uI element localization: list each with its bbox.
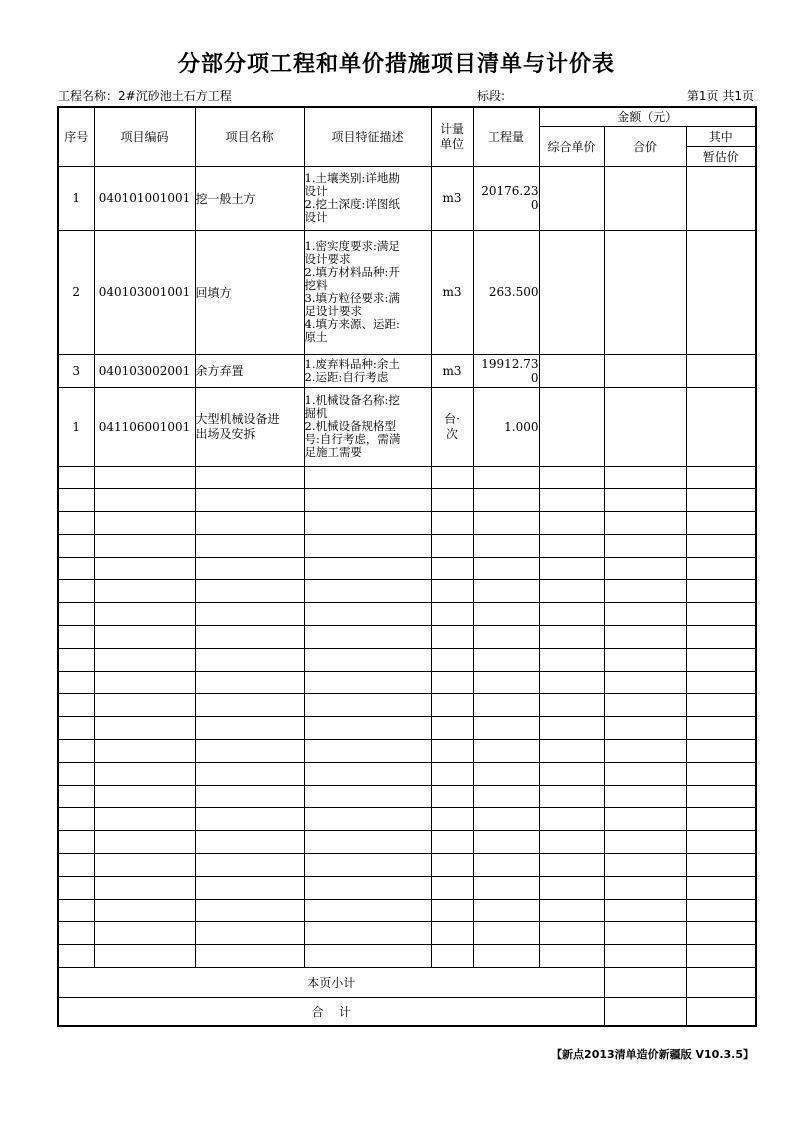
grand-total	[604, 998, 686, 1026]
grand-provisional	[686, 998, 756, 1026]
empty-cell	[473, 831, 539, 854]
empty-cell	[686, 762, 756, 785]
row-qty: 20176.23 0	[473, 166, 539, 230]
empty-cell	[604, 740, 686, 763]
empty-cell	[473, 876, 539, 899]
row-unit-price	[539, 230, 604, 354]
empty-cell	[431, 626, 473, 649]
subtotal-row	[58, 968, 756, 998]
empty-cell	[94, 762, 195, 785]
empty-table-row	[58, 876, 756, 899]
empty-cell	[431, 740, 473, 763]
empty-cell	[195, 899, 304, 922]
empty-cell	[604, 489, 686, 512]
empty-cell	[94, 580, 195, 603]
empty-cell	[473, 512, 539, 535]
empty-cell	[539, 512, 604, 535]
empty-cell	[195, 831, 304, 854]
empty-cell	[94, 626, 195, 649]
empty-cell	[58, 854, 94, 877]
empty-cell	[304, 762, 431, 785]
row-unit: 台· 次	[431, 387, 473, 466]
empty-cell	[604, 945, 686, 968]
empty-cell	[58, 671, 94, 694]
empty-cell	[431, 580, 473, 603]
empty-cell	[195, 603, 304, 626]
row-name: 挖一般土方	[195, 166, 304, 230]
empty-cell	[58, 922, 94, 945]
empty-cell	[539, 785, 604, 808]
empty-cell	[686, 785, 756, 808]
empty-cell	[58, 945, 94, 968]
empty-table-row	[58, 534, 756, 557]
empty-cell	[304, 717, 431, 740]
empty-cell	[195, 466, 304, 489]
empty-table-row	[58, 785, 756, 808]
row-name: 余方弃置	[195, 354, 304, 387]
empty-cell	[58, 831, 94, 854]
empty-cell	[604, 717, 686, 740]
empty-cell	[58, 489, 94, 512]
empty-cell	[58, 466, 94, 489]
row-seq: 2	[58, 230, 94, 354]
empty-cell	[304, 671, 431, 694]
empty-cell	[94, 694, 195, 717]
row-code: 040103002001	[94, 354, 195, 387]
row-code: 041106001001	[94, 387, 195, 466]
col-header-total: 合价	[604, 126, 686, 166]
empty-cell	[94, 831, 195, 854]
empty-cell	[686, 740, 756, 763]
empty-cell	[686, 876, 756, 899]
empty-cell	[304, 854, 431, 877]
subtotal-total	[604, 968, 686, 998]
empty-cell	[431, 671, 473, 694]
empty-cell	[58, 740, 94, 763]
empty-cell	[604, 512, 686, 535]
row-qty: 19912.73 0	[473, 354, 539, 387]
row-name: 回填方	[195, 230, 304, 354]
row-unit: m3	[431, 354, 473, 387]
page-title: 分部分项工程和单价措施项目清单与计价表	[177, 52, 615, 77]
empty-cell	[686, 671, 756, 694]
empty-cell	[686, 648, 756, 671]
col-header-unit-price: 综合单价	[539, 126, 604, 166]
row-name: 大型机械设备进 出场及安拆	[195, 387, 304, 466]
empty-cell	[431, 557, 473, 580]
empty-table-row	[58, 762, 756, 785]
empty-cell	[304, 740, 431, 763]
empty-cell	[604, 648, 686, 671]
empty-cell	[195, 762, 304, 785]
empty-cell	[195, 534, 304, 557]
row-desc: 1.机械设备名称:挖 掘机 2.机械设备规格型 号:自行考虑，需满 足施工需要	[304, 387, 431, 466]
empty-cell	[431, 808, 473, 831]
empty-cell	[304, 694, 431, 717]
empty-cell	[539, 922, 604, 945]
row-total	[604, 387, 686, 466]
row-provisional	[686, 354, 756, 387]
empty-table-row	[58, 626, 756, 649]
empty-cell	[686, 626, 756, 649]
empty-cell	[473, 762, 539, 785]
row-unit-price	[539, 354, 604, 387]
empty-cell	[539, 740, 604, 763]
col-header-seq: 序号	[58, 107, 94, 166]
row-code: 040103001001	[94, 230, 195, 354]
bill-table	[57, 106, 757, 1027]
empty-cell	[304, 922, 431, 945]
total-label: 合 计	[58, 998, 604, 1026]
empty-cell	[539, 671, 604, 694]
col-header-name: 项目名称	[195, 107, 304, 166]
empty-cell	[195, 854, 304, 877]
empty-table-row	[58, 557, 756, 580]
empty-cell	[686, 831, 756, 854]
empty-cell	[304, 831, 431, 854]
empty-cell	[58, 580, 94, 603]
empty-cell	[686, 808, 756, 831]
col-header-qty: 工程量	[473, 107, 539, 166]
empty-cell	[431, 717, 473, 740]
section-label: 标段:	[477, 89, 506, 103]
empty-cell	[304, 626, 431, 649]
empty-cell	[431, 603, 473, 626]
empty-cell	[473, 785, 539, 808]
row-unit: m3	[431, 230, 473, 354]
empty-cell	[94, 876, 195, 899]
empty-table-row	[58, 808, 756, 831]
empty-cell	[686, 922, 756, 945]
empty-cell	[604, 580, 686, 603]
row-total	[604, 354, 686, 387]
empty-cell	[94, 717, 195, 740]
empty-cell	[431, 489, 473, 512]
empty-cell	[195, 580, 304, 603]
empty-cell	[58, 648, 94, 671]
empty-cell	[473, 740, 539, 763]
empty-cell	[431, 831, 473, 854]
row-desc: 1.土壤类别:详地勘 设计 2.挖土深度:详图纸 设计	[304, 166, 431, 230]
empty-cell	[431, 694, 473, 717]
empty-cell	[195, 694, 304, 717]
software-version-footer: 【新点2013清单造价新疆版 V10.3.5】	[551, 1048, 754, 1061]
empty-cell	[94, 648, 195, 671]
empty-cell	[58, 626, 94, 649]
empty-cell	[304, 648, 431, 671]
empty-cell	[686, 466, 756, 489]
empty-cell	[473, 489, 539, 512]
empty-cell	[539, 762, 604, 785]
empty-cell	[539, 557, 604, 580]
empty-cell	[539, 694, 604, 717]
empty-cell	[686, 580, 756, 603]
row-provisional	[686, 230, 756, 354]
empty-cell	[431, 785, 473, 808]
empty-cell	[686, 489, 756, 512]
total-row	[58, 998, 756, 1026]
empty-cell	[431, 648, 473, 671]
empty-cell	[473, 899, 539, 922]
empty-cell	[304, 603, 431, 626]
empty-cell	[304, 466, 431, 489]
empty-table-row	[58, 489, 756, 512]
empty-cell	[94, 671, 195, 694]
subtotal-label: 本页小计	[58, 968, 604, 998]
empty-table-row	[58, 945, 756, 968]
empty-cell	[539, 717, 604, 740]
empty-cell	[94, 922, 195, 945]
empty-table-row	[58, 899, 756, 922]
empty-cell	[431, 762, 473, 785]
project-name: 工程名称：2#沉砂池土石方工程	[58, 89, 232, 103]
table-row	[58, 354, 756, 387]
empty-cell	[58, 808, 94, 831]
empty-cell	[304, 808, 431, 831]
row-provisional	[686, 387, 756, 466]
col-header-amount: 金额（元）	[539, 107, 756, 126]
empty-cell	[604, 899, 686, 922]
empty-cell	[304, 785, 431, 808]
empty-cell	[473, 603, 539, 626]
empty-cell	[539, 854, 604, 877]
empty-cell	[473, 648, 539, 671]
empty-cell	[304, 580, 431, 603]
empty-table-row	[58, 694, 756, 717]
row-seq: 1	[58, 387, 94, 466]
table-row	[58, 166, 756, 230]
empty-cell	[473, 557, 539, 580]
row-code: 040101001001	[94, 166, 195, 230]
empty-cell	[686, 899, 756, 922]
empty-table-row	[58, 740, 756, 763]
empty-cell	[195, 489, 304, 512]
empty-cell	[473, 808, 539, 831]
empty-cell	[686, 512, 756, 535]
empty-cell	[604, 626, 686, 649]
empty-cell	[686, 603, 756, 626]
empty-cell	[195, 740, 304, 763]
row-desc: 1.废弃料品种:余土 2.运距:自行考虑	[304, 354, 431, 387]
empty-cell	[473, 580, 539, 603]
empty-cell	[195, 717, 304, 740]
col-header-desc: 项目特征描述	[304, 107, 431, 166]
empty-table-row	[58, 466, 756, 489]
empty-table-row	[58, 717, 756, 740]
empty-cell	[431, 876, 473, 899]
empty-cell	[94, 534, 195, 557]
empty-cell	[94, 808, 195, 831]
empty-cell	[195, 808, 304, 831]
empty-cell	[304, 534, 431, 557]
empty-cell	[94, 466, 195, 489]
empty-cell	[58, 603, 94, 626]
empty-cell	[539, 648, 604, 671]
empty-cell	[94, 489, 195, 512]
empty-cell	[304, 557, 431, 580]
empty-table-row	[58, 603, 756, 626]
empty-cell	[604, 922, 686, 945]
empty-cell	[431, 945, 473, 968]
empty-cell	[539, 808, 604, 831]
empty-cell	[58, 512, 94, 535]
empty-cell	[604, 854, 686, 877]
empty-table-row	[58, 580, 756, 603]
empty-table-row	[58, 671, 756, 694]
empty-cell	[195, 557, 304, 580]
row-provisional	[686, 166, 756, 230]
empty-cell	[539, 945, 604, 968]
col-header-code: 项目编码	[94, 107, 195, 166]
empty-cell	[604, 876, 686, 899]
empty-cell	[686, 557, 756, 580]
empty-cell	[473, 466, 539, 489]
empty-cell	[94, 740, 195, 763]
empty-cell	[94, 603, 195, 626]
empty-cell	[58, 717, 94, 740]
empty-cell	[94, 557, 195, 580]
row-desc: 1.密实度要求:满足 设计要求 2.填方材料品种:开 挖料 3.填方粒径要求:满 足设计要求 4.填方来源、运距: 原土	[304, 230, 431, 354]
empty-cell	[431, 512, 473, 535]
empty-cell	[195, 922, 304, 945]
empty-cell	[304, 512, 431, 535]
empty-cell	[604, 466, 686, 489]
row-total	[604, 166, 686, 230]
empty-cell	[539, 831, 604, 854]
empty-cell	[94, 512, 195, 535]
empty-cell	[195, 945, 304, 968]
empty-cell	[473, 534, 539, 557]
table-row	[58, 230, 756, 354]
empty-cell	[686, 717, 756, 740]
empty-cell	[686, 945, 756, 968]
row-unit-price	[539, 166, 604, 230]
empty-cell	[304, 899, 431, 922]
empty-cell	[58, 762, 94, 785]
row-unit-price	[539, 387, 604, 466]
empty-cell	[195, 648, 304, 671]
empty-cell	[195, 785, 304, 808]
empty-cell	[58, 899, 94, 922]
empty-cell	[539, 626, 604, 649]
subtotal-provisional	[686, 968, 756, 998]
col-header-unit: 计量 单位	[431, 107, 473, 166]
empty-cell	[473, 945, 539, 968]
empty-cell	[473, 626, 539, 649]
empty-cell	[94, 854, 195, 877]
row-qty: 263.500	[473, 230, 539, 354]
empty-cell	[195, 671, 304, 694]
empty-cell	[304, 489, 431, 512]
empty-cell	[431, 899, 473, 922]
empty-cell	[58, 876, 94, 899]
row-total	[604, 230, 686, 354]
empty-cell	[195, 876, 304, 899]
col-header-provisional: 暂估价	[686, 146, 756, 166]
empty-cell	[604, 762, 686, 785]
empty-cell	[473, 671, 539, 694]
empty-cell	[94, 945, 195, 968]
empty-cell	[58, 534, 94, 557]
empty-cell	[473, 854, 539, 877]
empty-cell	[473, 922, 539, 945]
empty-cell	[304, 876, 431, 899]
empty-cell	[473, 717, 539, 740]
empty-cell	[539, 580, 604, 603]
empty-cell	[539, 534, 604, 557]
empty-cell	[431, 854, 473, 877]
empty-cell	[539, 876, 604, 899]
empty-cell	[94, 899, 195, 922]
row-qty: 1.000	[473, 387, 539, 466]
empty-cell	[686, 694, 756, 717]
empty-cell	[58, 694, 94, 717]
empty-cell	[58, 557, 94, 580]
empty-cell	[473, 694, 539, 717]
empty-cell	[431, 466, 473, 489]
page-number: 第1页 共1页	[686, 89, 754, 103]
empty-cell	[604, 831, 686, 854]
empty-cell	[195, 626, 304, 649]
empty-table-row	[58, 922, 756, 945]
empty-cell	[604, 603, 686, 626]
empty-cell	[539, 489, 604, 512]
empty-cell	[604, 808, 686, 831]
empty-cell	[58, 785, 94, 808]
empty-cell	[604, 534, 686, 557]
empty-table-row	[58, 512, 756, 535]
empty-cell	[686, 854, 756, 877]
empty-cell	[539, 466, 604, 489]
empty-cell	[431, 534, 473, 557]
empty-cell	[604, 557, 686, 580]
row-seq: 1	[58, 166, 94, 230]
empty-table-row	[58, 854, 756, 877]
empty-cell	[604, 694, 686, 717]
empty-table-row	[58, 831, 756, 854]
row-seq: 3	[58, 354, 94, 387]
empty-cell	[604, 785, 686, 808]
empty-cell	[686, 534, 756, 557]
col-header-of-which: 其中	[686, 126, 756, 146]
empty-cell	[94, 785, 195, 808]
empty-cell	[304, 945, 431, 968]
table-row	[58, 387, 756, 466]
row-unit: m3	[431, 166, 473, 230]
empty-cell	[431, 922, 473, 945]
empty-cell	[604, 671, 686, 694]
empty-cell	[195, 512, 304, 535]
empty-table-row	[58, 648, 756, 671]
empty-cell	[539, 603, 604, 626]
empty-cell	[539, 899, 604, 922]
